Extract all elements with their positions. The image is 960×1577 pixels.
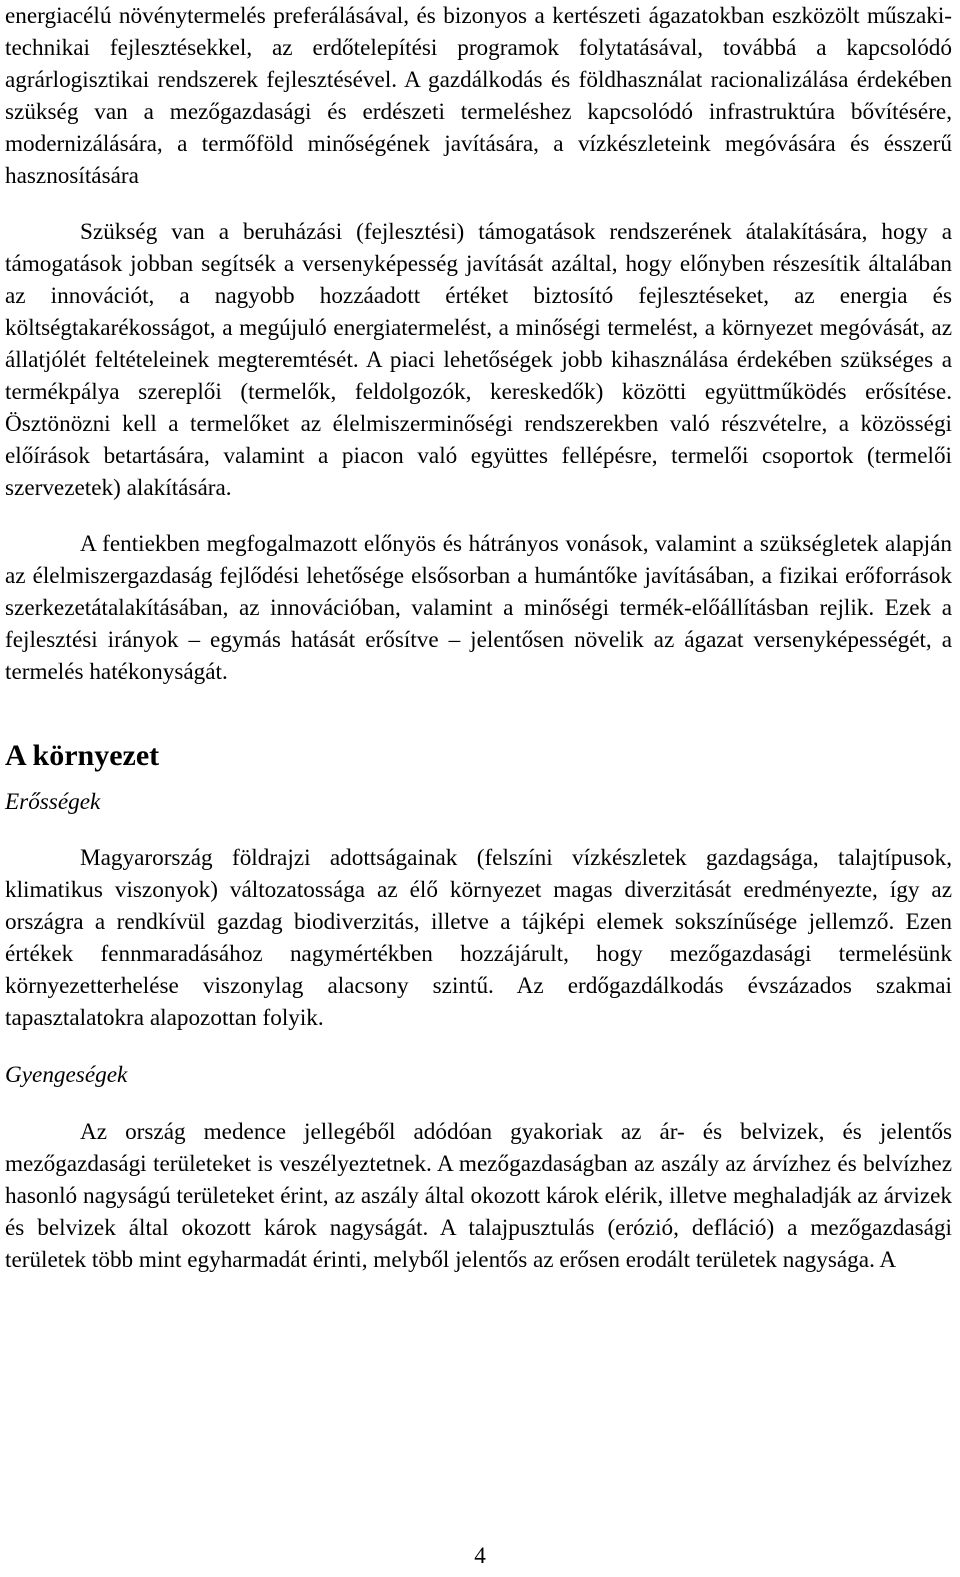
paragraph-strengths: Magyarország földrajzi adottságainak (felszíni vízkészletek gazdagsága, talajtípusok, klimatikus viszonyok) változatossága az élő környezet magas diverzitását eredményezte, így az országra a rendkívül gazdag biodiverzitás, illetve a tájképi elemek sokszínűsége jellemző. Ezen értékek fennmaradásához nagymértékben hozzájárult, hogy mezőgazdasági termelésünk környezetterhelése viszonylag alacsony szintű. Az erdőgazdálkodás évszázados szakmai tapasztalatokra alapozottan folyik. xyxy=(5,845,952,1031)
paragraph-investment-support: Szükség van a beruházási (fejlesztési) támogatások rendszerének átalakítására, hogy a támogatások jobban segítsék a versenyképesség javítását azáltal, hogy előnyben részesítik általában az innovációt, a nagyobb hozzáadott értéket biztosító fejlesztéseket, az energia és költségtakarékosságot, a megújuló energiatermelést, a minőségi termelést, a környezet megóvását, az állatjólét feltételeinek megteremtését. A piaci lehetőségek jobb kihasználása érdekében szükséges a termékpálya szereplői (termelők, feldolgozók, kereskedők) közötti együttműködés erősítése. Ösztönözni kell a termelőket az élelmiszerminőségi rendszerekben való részvételre, a közösségi előírások betartására, valamint a piacon való együttes fellépésre, termelői csoportok (termelői szervezetek) alakítására. xyxy=(5,219,952,501)
paragraph-development-directions: A fentiekben megfogalmazott előnyös és hátrányos vonások, valamint a szükségletek alapján az élelmiszergazdaság fejlődési lehetősége elsősorban a humántőke javításában, a fizikai erőforrások szerkezetátalakításában, az innovációban, valamint a minőségi termék-előállításban rejlik. Ezek a fejlesztési irányok – egymás hatását erősítve – jelentősen növelik az ágazat versenyképességét, a termelés hatékonyságát. xyxy=(5,531,952,685)
paragraph-infrastructure: energiacélú növénytermelés preferálásával, és bizonyos a kertészeti ágazatokban eszközölt műszaki- technikai fejlesztésekkel, az erdőtelepítési programok folytatásával, továbbá a kapcsolódó agrárlogisztikai rendszerek fejlesztésével. A gazdálkodás és földhasználat racionalizálása érdekében szükség van a mezőgazdasági és erdészeti termeléshez kapcsolódó infrastruktúra bővítésére, modernizálására, a termőföld minőségének javítására, a vízkészleteink megóvására és ésszerű hasznosítására xyxy=(5,3,952,189)
subheading-weaknesses: Gyengeségek xyxy=(5,1062,128,1088)
section-heading-environment: A környezet xyxy=(5,739,160,772)
paragraph-weaknesses: Az ország medence jellegéből adódóan gyakoriak az ár- és belvizek, és jelentős mezőgazdasági területeket is veszélyeztetnek. A mezőgazdaságban az aszály az árvízhez és belvízhez hasonló nagyságú területeket érint, az aszály által okozott károk elérik, illetve meghaladják az árvizek és belvizek által okozott károk nagyságát. A talajpusztulás (erózió, defláció) a mezőgazdasági területek több mint egyharmadát érinti, melyből jelentős az erősen erodált területek nagysága. A xyxy=(5,1119,952,1273)
subheading-strengths: Erősségek xyxy=(5,789,101,815)
document-page xyxy=(5,0,952,1276)
page-number: 4 xyxy=(474,1543,486,1569)
